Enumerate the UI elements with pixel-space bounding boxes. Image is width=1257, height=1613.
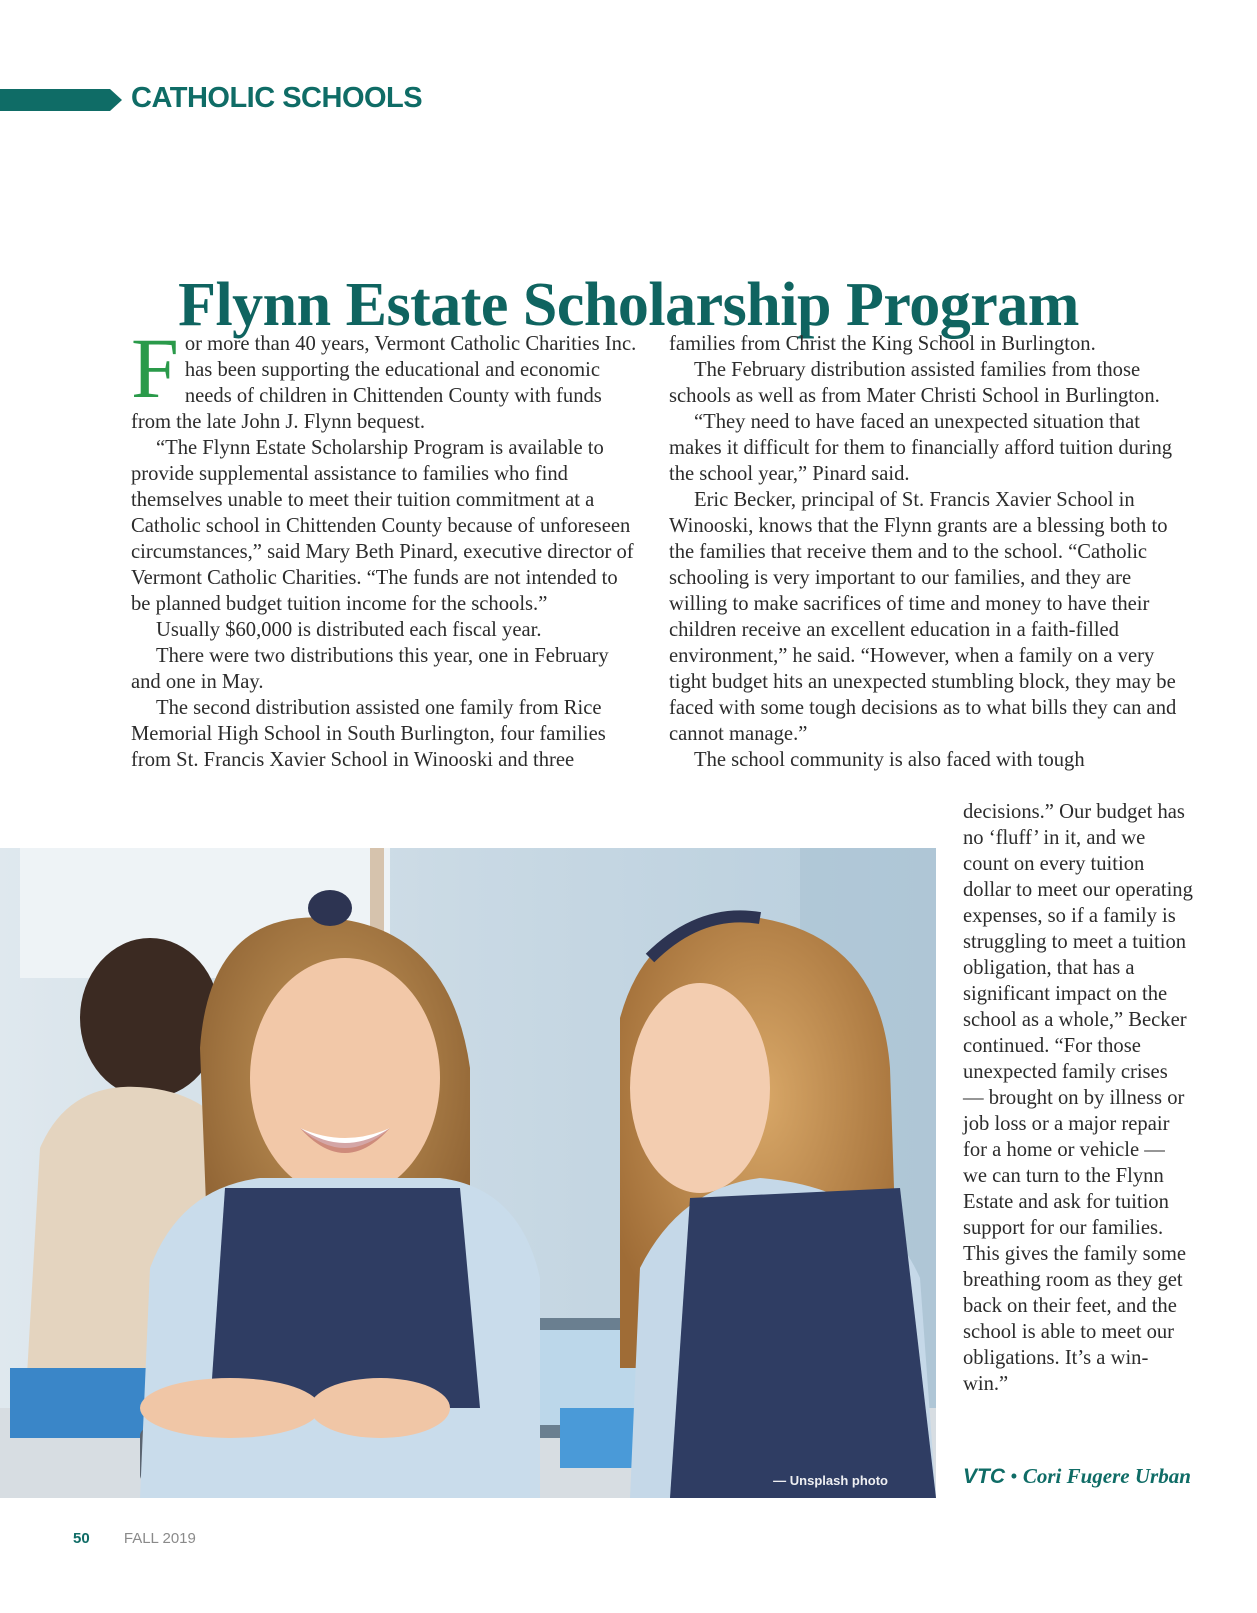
drop-cap: F [131,320,179,416]
paragraph: decisions.” Our budget has no ‘fluff’ in it, and we count on every tuition dollar to meet our operating expenses, so if a family is struggling to meet a tuition obligation, that has a significant impact on the school as a whole,” Becker continued. “For those unexpected family crises — brought on by illness or job loss or a major repair for a home or vehicle — we can turn to the Flynn Estate and ask for tuition support for our families. This gives the family some breathing room as they get back on their feet, and the school is able to meet our obligations. It’s a win-win.” [963,801,1193,1395]
page-footer [73,1530,196,1547]
paragraph: “The Flynn Estate Scholarship Program is available to provide supplemental assistance to families who find themselves unable to meet their tuition commitment at a Catholic school in Chittenden County because of unforeseen circumstances,” said Mary Beth Pinard, executive director of Vermont Catholic Charities. “The funds are not intended to be planned budget tuition income for the schools.” [131,437,634,615]
page-number: 50 [73,1530,90,1547]
paragraph: There were two distributions this year, one in February and one in May. [131,645,609,693]
signature-author: Cori Fugere Urban [1022,1464,1191,1488]
article-signature [963,1464,1191,1489]
signature-publication: VTC [963,1465,1005,1488]
paragraph: Usually $60,000 is distributed each fiscal year. [156,619,542,641]
paragraph: “They need to have faced an unexpected situation that makes it difficult for them to financially afford tuition during the school year,” Pinard said. [669,411,1173,485]
paragraph: For more than 40 years, Vermont Catholic Charities Inc. has been supporting the educational and economic needs of children in Chittenden County with funds from the late John J. Flynn bequest. [131,320,637,433]
article-column-wrap [963,799,1193,1397]
paragraph: The second distribution assisted one family from Rice Memorial High School in South Burlington, four families from St. Francis Xavier School in Winooski and three [131,697,606,771]
paragraph: Eric Becker, principal of St. Francis Xavier School in Winooski, knows that the Flynn grants are a blessing both to the families that receive them and to the school. “Catholic schooling is very important to our families, and they are willing to make sacrifices of time and money to have their children receive an excellent education in a faith-filled environment,” he said. “However, when a family on a very tight budget hits an unexpected stumbling block, they may be faced with some tough decisions as to what bills they can and cannot manage.” [669,489,1177,745]
paragraph: The February distribution assisted families from those schools as well as from Mater Christi School in Burlington. [669,359,1160,407]
article-column-right [669,331,1189,773]
article-column-left [131,320,639,773]
article-title: Flynn Estate Scholarship Program [178,270,1079,339]
photo-illustration [0,848,936,1498]
paragraph: The school community is also faced with tough [694,749,1085,771]
signature-separator: • [1005,1464,1023,1488]
section-label: CATHOLIC SCHOOLS [131,82,423,114]
paragraph: families from Christ the King School in Burlington. [669,333,1096,355]
section-marker-bar [0,89,122,111]
photo-credit: — Unsplash photo [773,1473,888,1488]
article-photo [0,848,936,1498]
issue-label: FALL 2019 [123,1530,196,1547]
